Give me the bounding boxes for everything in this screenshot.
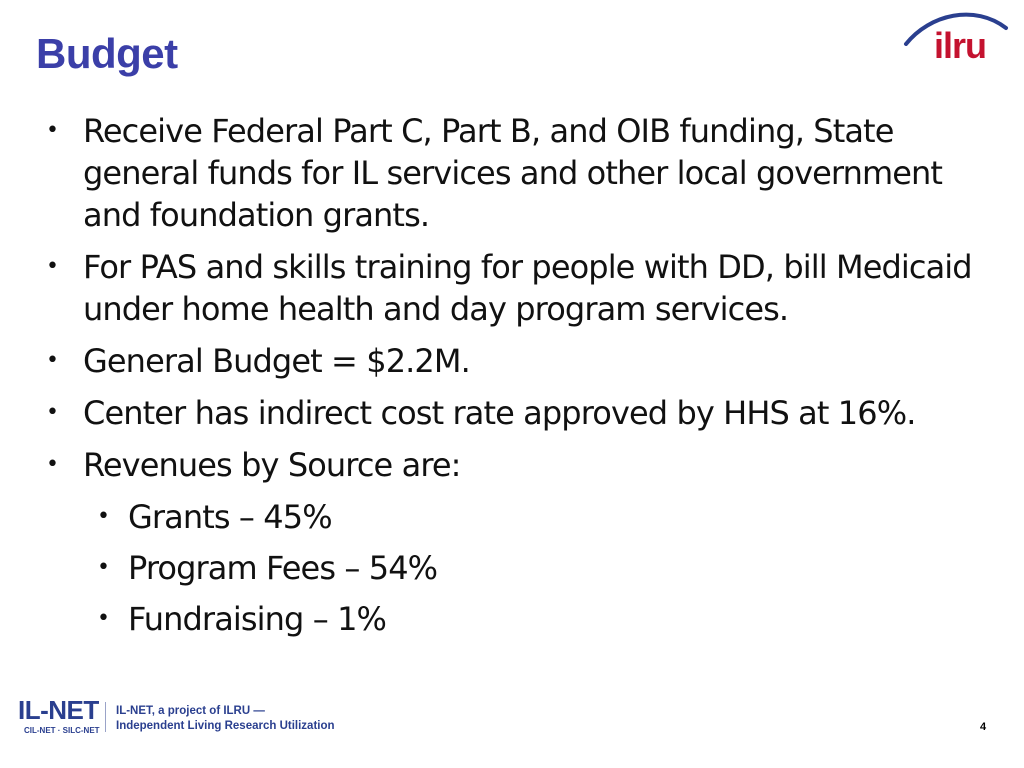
sub-bullet-item <box>0 496 1000 538</box>
bullet-dot-icon: • <box>97 504 110 529</box>
il-net-subbrand: CIL-NET · SILC-NET <box>24 726 100 735</box>
footer-logo <box>18 695 335 740</box>
footer-line-2: Independent Living Research Utilization <box>116 720 335 732</box>
bullet-text: General Budget = $2.2M. <box>83 342 470 380</box>
bullet-dot-icon: • <box>46 118 59 143</box>
bullet-text: For PAS and skills training for people with DD, bill Medicaid under home health and day program services. <box>83 248 972 328</box>
bullet-text: Receive Federal Part C, Part B, and OIB funding, State general funds for IL services and other local government and foundation grants. <box>83 112 943 234</box>
bullet-dot-icon: • <box>46 254 59 279</box>
bullet-text: Revenues by Source are: <box>83 446 461 484</box>
slide-title: Budget <box>36 30 178 77</box>
footer-text <box>116 704 335 734</box>
bullet-item <box>0 246 1000 330</box>
footer-line-1: IL-NET, a project of ILRU — <box>116 705 265 717</box>
ilru-logo <box>900 6 1010 70</box>
bullet-dot-icon: • <box>46 348 59 373</box>
ilru-wordmark: ilru <box>934 25 987 66</box>
sub-bullet-text: Grants – 45% <box>128 498 332 536</box>
page-number: 4 <box>980 721 987 733</box>
bullet-list <box>0 110 1000 649</box>
sub-bullet-text: Program Fees – 54% <box>128 549 438 587</box>
sub-bullet-item <box>0 598 1000 640</box>
bullet-dot-icon: • <box>46 400 59 425</box>
bullet-item <box>0 340 1000 382</box>
bullet-dot-icon: • <box>97 555 110 580</box>
bullet-dot-icon: • <box>46 452 59 477</box>
bullet-item <box>0 444 1000 486</box>
bullet-item <box>0 392 1000 434</box>
footer-divider <box>105 702 106 732</box>
sub-bullet-item <box>0 547 1000 589</box>
il-net-brand: IL-NET <box>18 695 99 725</box>
bullet-text: Center has indirect cost rate approved by HHS at 16%. <box>83 394 916 432</box>
bullet-item <box>0 110 1000 236</box>
sub-bullet-text: Fundraising – 1% <box>128 600 387 638</box>
bullet-dot-icon: • <box>97 606 110 631</box>
